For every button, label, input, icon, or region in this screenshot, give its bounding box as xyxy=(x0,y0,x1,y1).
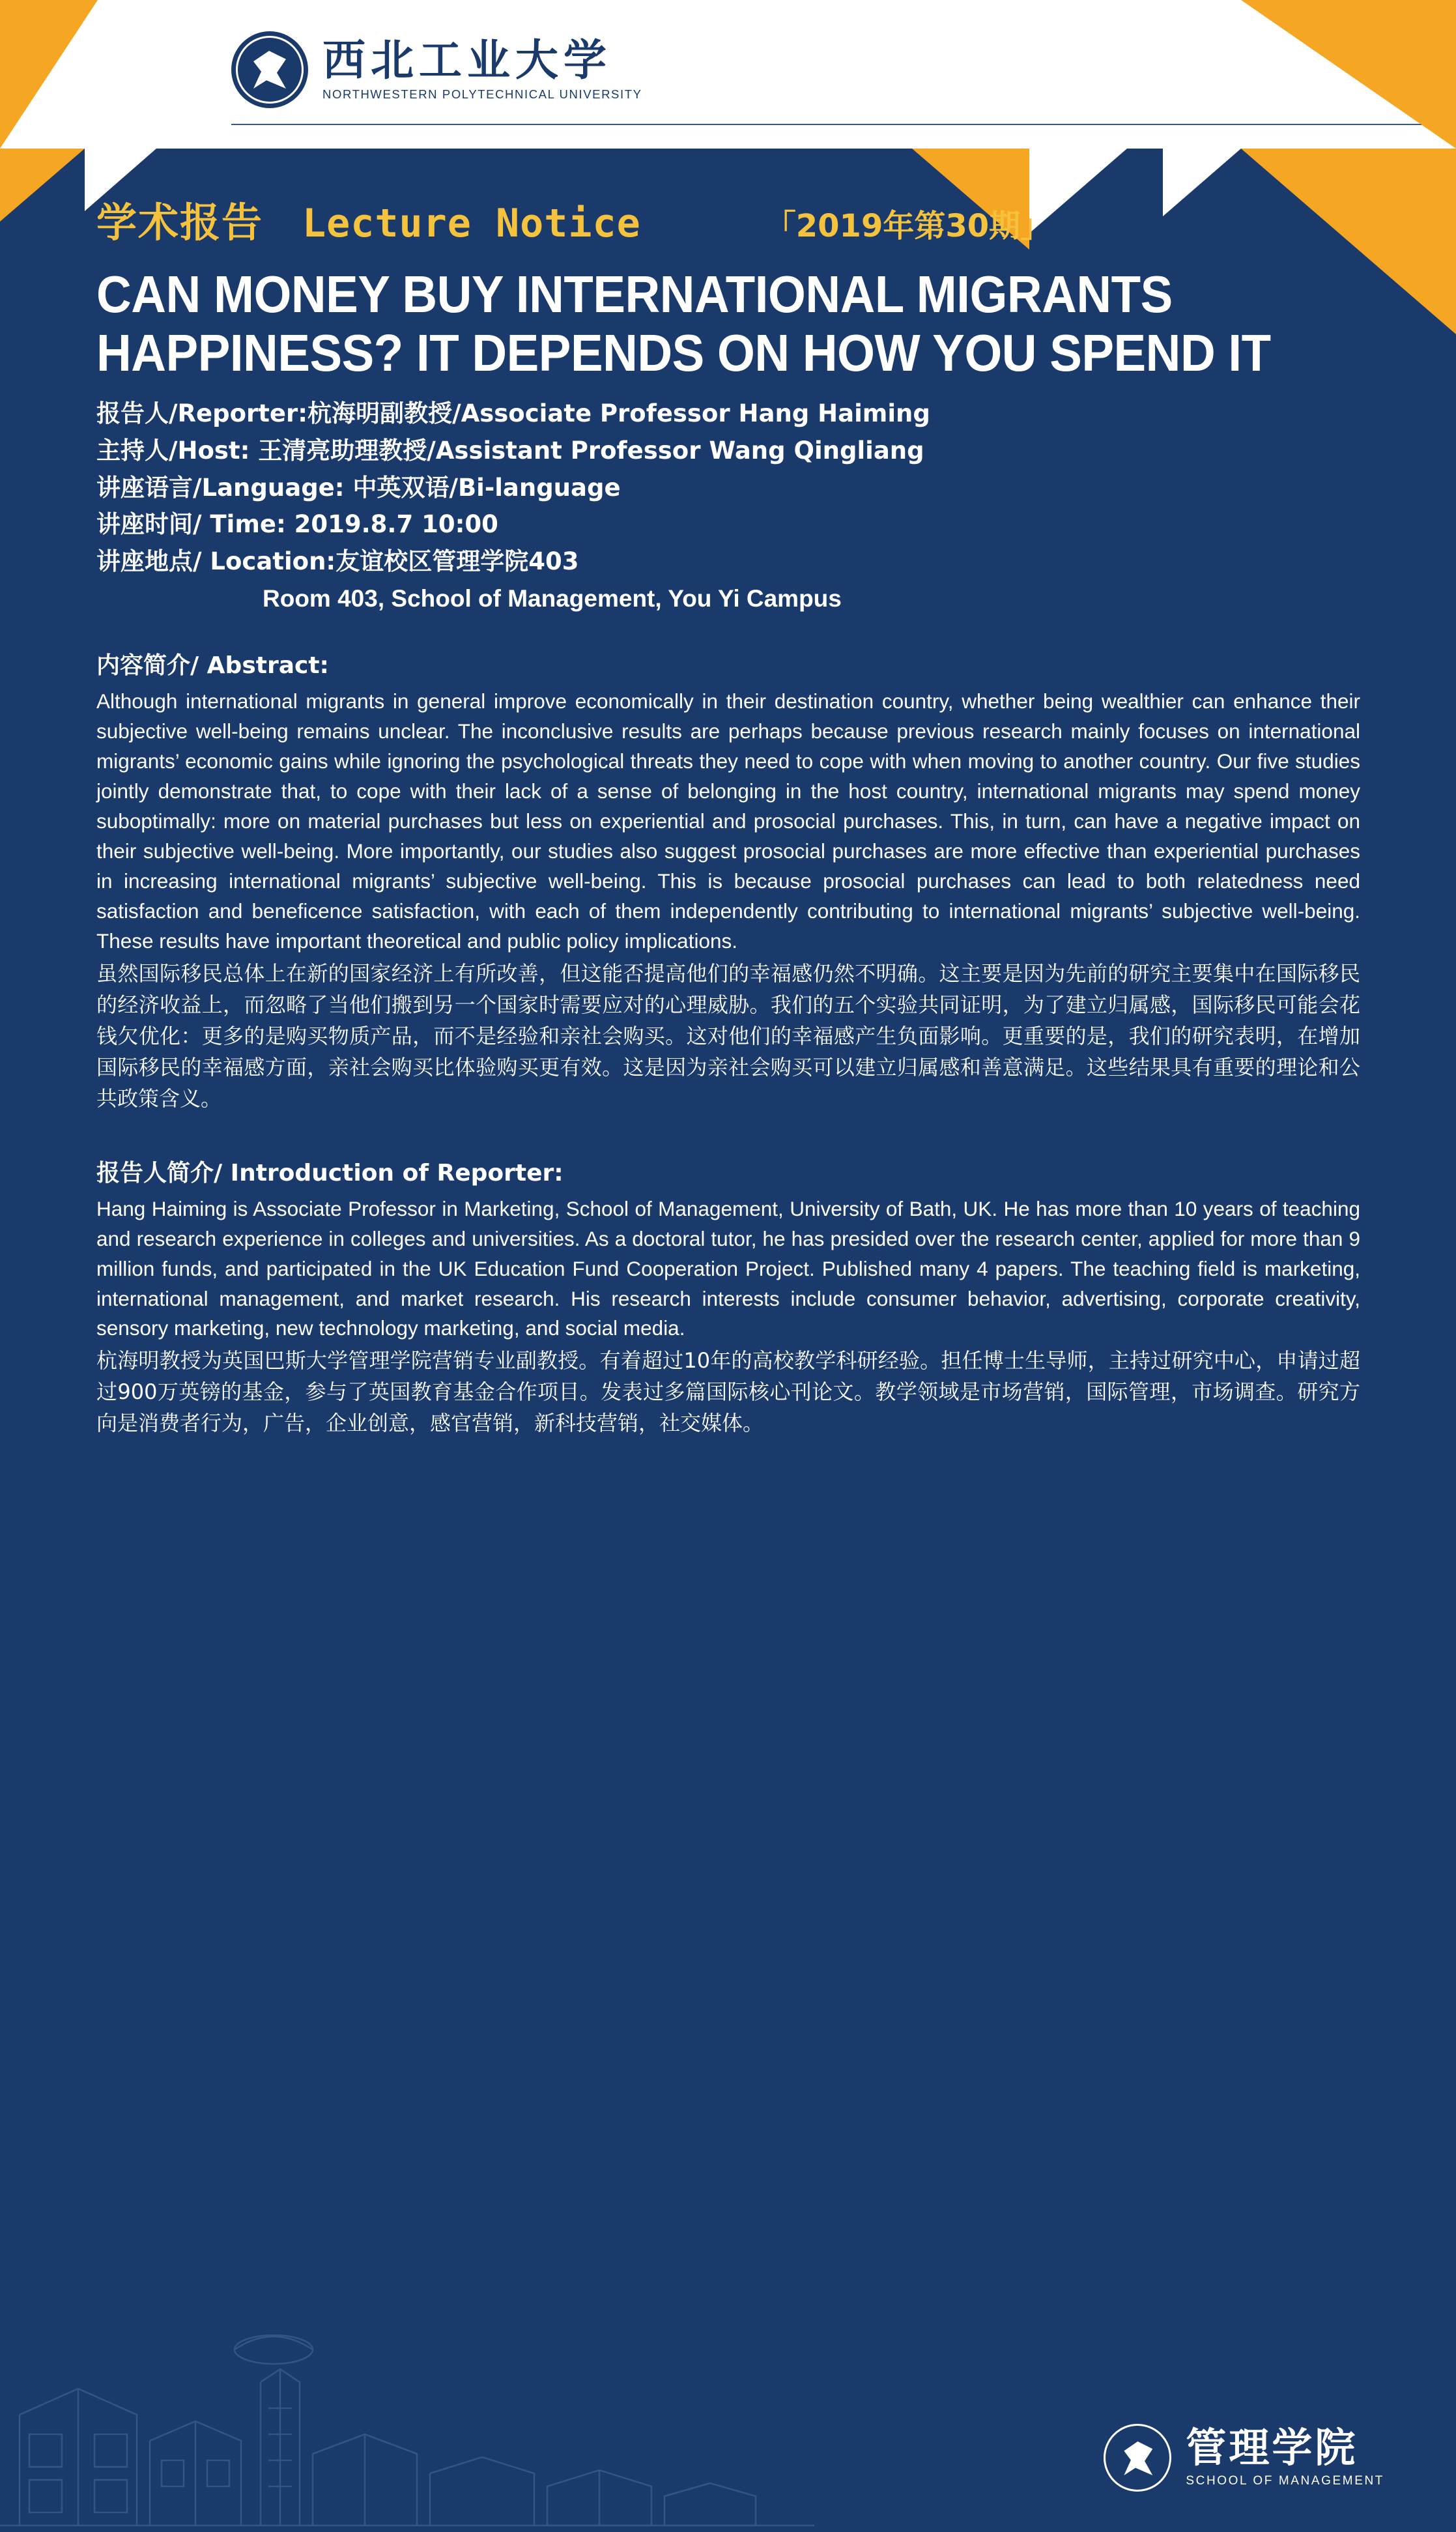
page-title: CAN MONEY BUY INTERNATIONAL MIGRANTS HAPPINESS? IT DEPENDS ON HOW YOU SPEND IT xyxy=(96,265,1271,382)
university-name-cn: 西北工业大学 xyxy=(322,35,612,85)
university-logo-text xyxy=(322,35,642,102)
reporter-intro-text-en: Hang Haiming is Associate Professor in Marketing, School of Management, University of Bath, UK. He has more than 10 years of teaching and research experience in colleges and universities. As a doctoral tutor, he has presided over the research center, applied for more than 9 million funds, and participated in the UK Education Fund Cooperation Project. Published many 4 papers. The teaching field is marketing, international management, and market research. His research interests include consumer behavior, advertising, corporate creativity, sensory marketing, new technology marketing, and social media. xyxy=(96,1196,1360,1340)
meta-host: 主持人/Host: 王清亮助理教授/Assistant Professor Wang Qingliang xyxy=(96,436,924,465)
poster-content xyxy=(96,190,1360,1439)
reporter-intro-text-cn: 杭海明教授为英国巴斯大学管理学院营销专业副教授。有着超过10年的高校教学科研经验。担任博士生导师，主持过研究中心，申请过超过900万英镑的基金，参与了英国教育基金合作项目。发表过多篇国际核心刊论文。教学领域是市场营销，国际管理，市场调查。研究方向是消费者行为，广告，企业创意，感官营销，新科技营销，社交媒体。 xyxy=(96,1348,1360,1436)
lecture-notice-row xyxy=(96,190,1360,248)
meta-location: 讲座地点/ Location:友谊校区管理学院403 xyxy=(96,547,579,576)
university-logo xyxy=(231,31,642,108)
school-name-cn: 管理学院 xyxy=(1186,2423,1358,2471)
university-name-en: NORTHWESTERN POLYTECHNICAL UNIVERSITY xyxy=(322,87,642,102)
school-logo xyxy=(1104,2424,1384,2492)
reporter-intro-section xyxy=(96,1155,1360,1439)
meta-location-en: Room 403, School of Management, You Yi Campus xyxy=(263,584,842,612)
abstract-text-cn: 虽然国际移民总体上在新的国家经济上有所改善，但这能否提高他们的幸福感仍然不明确。这主要是因为先前的研究主要集中在国际移民的经济收益上，而忽略了当他们搬到另一个国家时需要应对的心理威胁。我们的五个实验共同证明，为了建立归属感，国际移民可能会花钱欠优化：更多的是购买物质产品，而不是经验和亲社会购买。这对他们的幸福感产生负面影响。更重要的是，我们的研究表明，在增加国际移民的幸福感方面，亲社会购买比体验购买更有效。这是因为亲社会购买可以建立归属感和善意满足。这些结果具有重要的理论和公共政策含义。 xyxy=(96,960,1360,1111)
school-logo-text xyxy=(1186,2423,1384,2488)
reporter-intro-heading: 报告人简介/ Introduction of Reporter: xyxy=(96,1159,564,1187)
school-name-en: SCHOOL OF MANAGEMENT xyxy=(1186,2473,1384,2488)
abstract-heading: 内容简介/ Abstract: xyxy=(96,652,329,679)
lecture-meta xyxy=(96,396,1360,617)
school-seal-icon xyxy=(1104,2424,1171,2492)
meta-language: 讲座语言/Language: 中英双语/Bi-language xyxy=(96,473,621,502)
abstract-text-en: Although international migrants in general improve economically in their destination country, whether being wealthier can enhance their subjective well-being remains unclear. The inconclusive results are perhaps because previous research mainly focuses on international migrants’ economic gains while ignoring the psychological threats they need to cope with when moving to another country. Our five studies jointly demonstrate that, to cope with their lack of a sense of belonging in the host country, international migrants may spend money suboptimally: more on material purchases but less on experiential and prosocial purchases. This, in turn, can have a negative impact on their subjective well-being. More importantly, our studies also suggest prosocial purchases are more effective than experiential purchases in increasing international migrants’ subjective well-being. This is because prosocial purchases can lead to both relatedness need satisfaction and beneficence satisfaction, with each of them independently contributing to international migrants’ subjective well-being. These results have important theoretical and public policy implications. xyxy=(96,689,1360,953)
university-seal-icon xyxy=(231,31,308,108)
lecture-label-cn: 学术报告 xyxy=(96,199,264,246)
decorative-chevron-orange-left xyxy=(0,149,85,222)
meta-reporter: 报告人/Reporter:杭海明副教授/Associate Professor Hang Haiming xyxy=(96,399,930,428)
issue-number: 「2019年第30期」 xyxy=(764,208,1052,244)
poster-header xyxy=(0,0,1456,149)
lecture-label-en: Lecture Notice xyxy=(302,201,641,246)
meta-time: 讲座时间/ Time: 2019.8.7 10:00 xyxy=(96,510,498,539)
campus-line-art xyxy=(0,2219,814,2532)
abstract-section xyxy=(96,647,1360,1114)
header-orange-left-accent xyxy=(0,0,98,149)
header-orange-right-accent xyxy=(1241,0,1456,149)
